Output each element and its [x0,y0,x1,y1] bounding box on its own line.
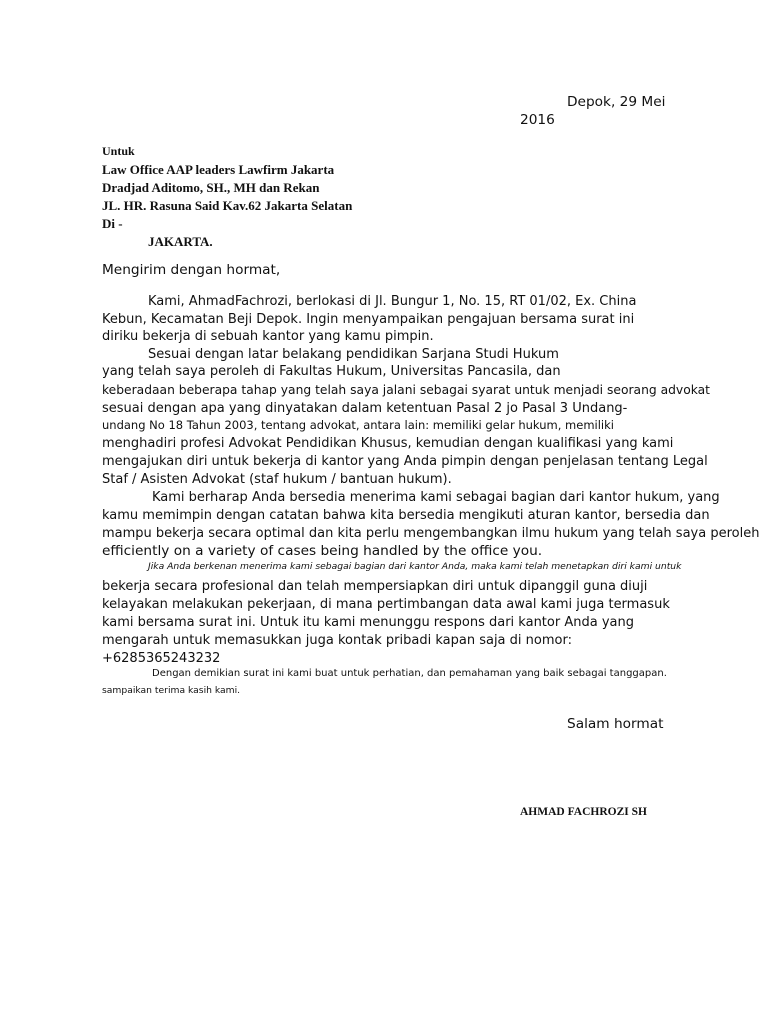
body-line: Sesuai dengan latar belakang pendidikan Sarjana Studi Hukum [148,347,559,362]
body-line: Jika Anda berkenan menerima kami sebagai bagian dari kantor Anda, maka kami telah menetapkan diri kami untuk [148,561,682,572]
body-line: mengajukan diri untuk bekerja di kantor yang Anda pimpin dengan penjelasan tentang Legal [102,454,708,469]
recipient-di: Di - [102,216,123,231]
body-line: sampaikan terima kasih kami. [102,685,241,696]
body-line: efficiently on a variety of cases being handled by the office you. [102,543,543,559]
recipient-untuk: Untuk [102,144,135,158]
recipient-city: JAKARTA. [148,234,213,249]
date-year: 2016 [520,112,555,128]
body-line: Staf / Asisten Advokat (staf hukum / bantuan hukum). [102,472,452,487]
body-line: Dengan demikian surat ini kami buat untuk perhatian, dan pemahaman yang baik sebagai tanggapan. [152,668,667,679]
phone-number: +6285365243232 [102,651,221,666]
body-line: Kami berharap Anda bersedia menerima kami sebagai bagian dari kantor hukum, yang [152,490,720,505]
body-line: kamu memimpin dengan catatan bahwa kita bersedia mengikuti aturan kantor, bersedia dan [102,508,710,523]
closing: Salam hormat [567,716,664,732]
signature-name: AHMAD FACHROZI SH [520,806,647,818]
greeting: Mengirim dengan hormat, [102,262,281,278]
body-line: bekerja secara profesional dan telah mempersiapkan diri untuk dipanggil guna diuji [102,579,648,594]
body-line: yang telah saya peroleh di Fakultas Hukum, Universitas Pancasila, dan [102,364,561,379]
body-line: diriku bekerja di sebuah kantor yang kamu pimpin. [102,329,434,344]
body-line: kami bersama surat ini. Untuk itu kami menunggu respons dari kantor Anda yang [102,615,634,630]
recipient-office: Law Office AAP leaders Lawfirm Jakarta [102,162,335,177]
recipient-name: Dradjad Aditomo, SH., MH dan Rekan [102,180,320,195]
body-line: undang No 18 Tahun 2003, tentang advokat, antara lain: memiliki gelar hukum, memiliki [102,418,614,432]
date-line: Depok, 29 Mei [567,94,666,110]
body-line: keberadaan beberapa tahap yang telah saya jalani sebagai syarat untuk menjadi seorang advokat [102,383,710,397]
body-line: Kami, AhmadFachrozi, berlokasi di Jl. Bungur 1, No. 15, RT 01/02, Ex. China [148,294,637,309]
body-line: mampu bekerja secara optimal dan kita perlu mengembangkan ilmu hukum yang telah saya peroleh [102,526,760,541]
body-line: sesuai dengan apa yang dinyatakan dalam ketentuan Pasal 2 jo Pasal 3 Undang- [102,401,628,416]
body-line: mengarah untuk memasukkan juga kontak pribadi kapan saja di nomor: [102,633,572,648]
recipient-address: JL. HR. Rasuna Said Kav.62 Jakarta Selatan [102,198,353,213]
body-line: kelayakan melakukan pekerjaan, di mana pertimbangan data awal kami juga termasuk [102,597,670,612]
body-line: menghadiri profesi Advokat Pendidikan Khusus, kemudian dengan kualifikasi yang kami [102,436,674,451]
body-line: Kebun, Kecamatan Beji Depok. Ingin menyampaikan pengajuan bersama surat ini [102,312,635,327]
